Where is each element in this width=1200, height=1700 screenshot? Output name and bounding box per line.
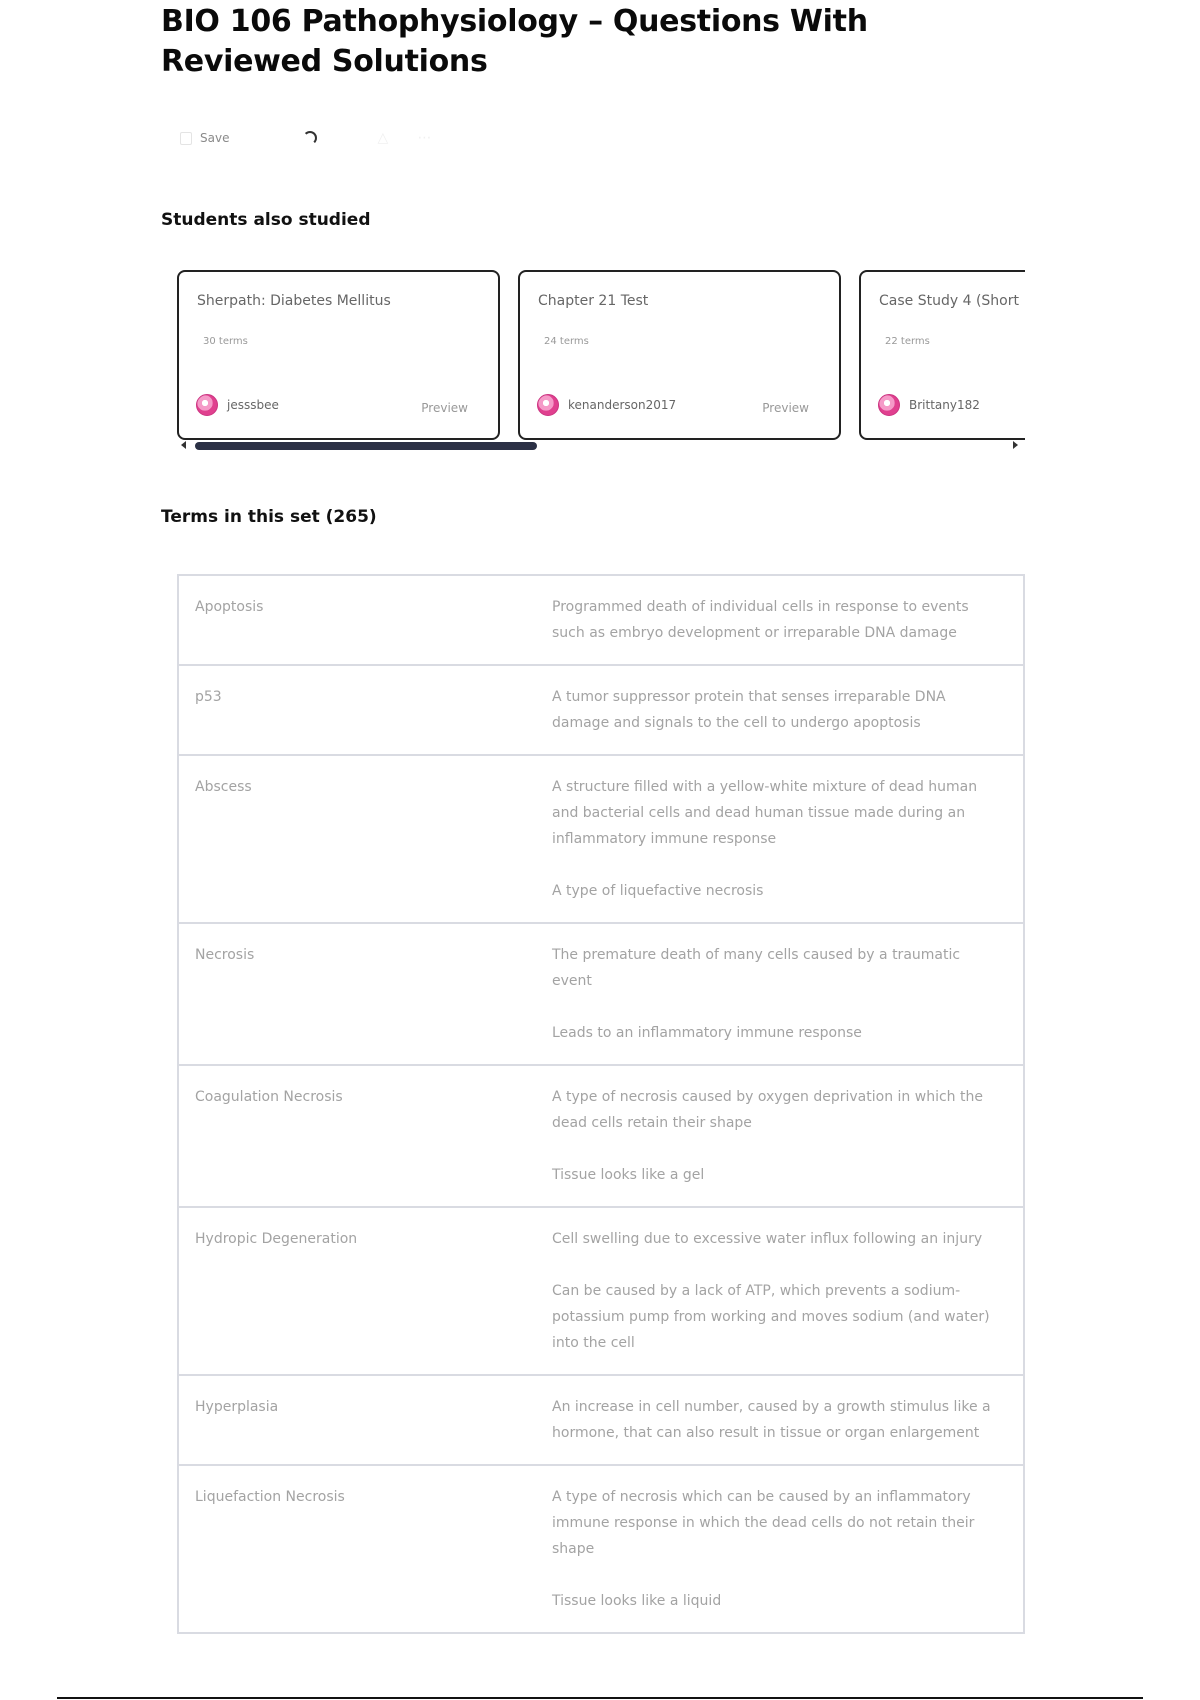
bookmark-icon [180, 132, 192, 145]
definition-text: Programmed death of individual cells in response to events such as embryo development or irreparable DNA damage [552, 599, 969, 641]
like-icon[interactable]: △ [377, 130, 389, 146]
card-term-count: 22 terms [885, 336, 930, 347]
term-definition [552, 1084, 1002, 1188]
card-title: Sherpath: Diabetes Mellitus [197, 293, 391, 309]
definition-text: Tissue looks like a liquid [552, 1593, 722, 1609]
card-author[interactable] [196, 394, 279, 416]
carousel-scrollbar[interactable] [195, 442, 537, 450]
avatar [878, 394, 900, 416]
term-definition [552, 594, 1002, 646]
preview-button[interactable]: Preview [421, 401, 468, 415]
term-word: Coagulation Necrosis [195, 1089, 343, 1105]
card-username: jesssbee [227, 398, 279, 412]
definition-text: Can be caused by a lack of ATP, which prevents a sodium-potassium pump from working and moves sodium (and water) into the cell [552, 1283, 990, 1351]
term-word: Necrosis [195, 947, 255, 963]
definition-text: The premature death of many cells caused by a traumatic event [552, 947, 961, 989]
scroll-right-arrow-icon[interactable] [1013, 441, 1018, 449]
definition-text: A tumor suppressor protein that senses irreparable DNA damage and signals to the cell to undergo apoptosis [552, 689, 946, 731]
term-row [179, 1376, 1023, 1466]
page-title: BIO 106 Pathophysiology – Questions With Reviewed Solutions [161, 4, 868, 79]
definition-text: A type of liquefactive necrosis [552, 883, 764, 899]
card-term-count: 24 terms [544, 336, 589, 347]
term-word: Hydropic Degeneration [195, 1231, 358, 1247]
card-term-count: 30 terms [203, 336, 248, 347]
term-row [179, 756, 1023, 924]
students-also-studied-heading: Students also studied [161, 210, 371, 230]
toolbar [180, 126, 432, 150]
term-definition [552, 1394, 1002, 1446]
terms-in-set-heading: Terms in this set (265) [161, 507, 377, 527]
definition-text: A type of necrosis caused by oxygen deprivation in which the dead cells retain their shape [552, 1089, 983, 1131]
study-set-card[interactable] [518, 270, 841, 440]
avatar [537, 394, 559, 416]
definition-text: A type of necrosis which can be caused by an inflammatory immune response in which the dead cells do not retain their shape [552, 1489, 975, 1557]
definition-text: A structure filled with a yellow-white mixture of dead human and bacterial cells and dead human tissue made during an inflammatory immune response [552, 779, 978, 847]
study-set-card[interactable] [859, 270, 1025, 440]
term-word: Liquefaction Necrosis [195, 1489, 345, 1505]
term-definition [552, 774, 1002, 904]
study-set-carousel [177, 270, 1025, 442]
card-title: Chapter 21 Test [538, 293, 649, 309]
term-definition [552, 1226, 1002, 1356]
term-definition [552, 684, 1002, 736]
scroll-left-arrow-icon[interactable] [181, 441, 186, 449]
term-row [179, 924, 1023, 1066]
card-author[interactable] [537, 394, 676, 416]
page-divider [57, 1697, 1143, 1699]
card-author[interactable] [878, 394, 980, 416]
term-word: Abscess [195, 779, 252, 795]
term-row [179, 1208, 1023, 1376]
avatar [196, 394, 218, 416]
more-options-icon[interactable]: ⋯ [417, 130, 433, 146]
preview-button[interactable]: Preview [762, 401, 809, 415]
term-definition [552, 1484, 1002, 1614]
term-row [179, 1466, 1023, 1634]
term-word: Hyperplasia [195, 1399, 279, 1415]
save-label: Save [200, 131, 230, 145]
card-title: Case Study 4 (Short [879, 293, 1019, 309]
term-word: p53 [195, 689, 222, 705]
save-button[interactable] [180, 131, 229, 145]
definition-text: Leads to an inflammatory immune response [552, 1025, 862, 1041]
card-username: Brittany182 [909, 398, 980, 412]
definition-text: An increase in cell number, caused by a growth stimulus like a hormone, that can also result in tissue or organ enlargement [552, 1399, 991, 1441]
term-definition [552, 942, 1002, 1046]
definition-text: Cell swelling due to excessive water influx following an injury [552, 1231, 983, 1247]
loading-spinner-icon [303, 131, 317, 145]
term-word: Apoptosis [195, 599, 264, 615]
definition-text: Tissue looks like a gel [552, 1167, 705, 1183]
study-set-card[interactable] [177, 270, 500, 440]
term-row [179, 666, 1023, 756]
term-row [179, 576, 1023, 666]
card-username: kenanderson2017 [568, 398, 677, 412]
term-row [179, 1066, 1023, 1208]
terms-table [177, 574, 1025, 1634]
